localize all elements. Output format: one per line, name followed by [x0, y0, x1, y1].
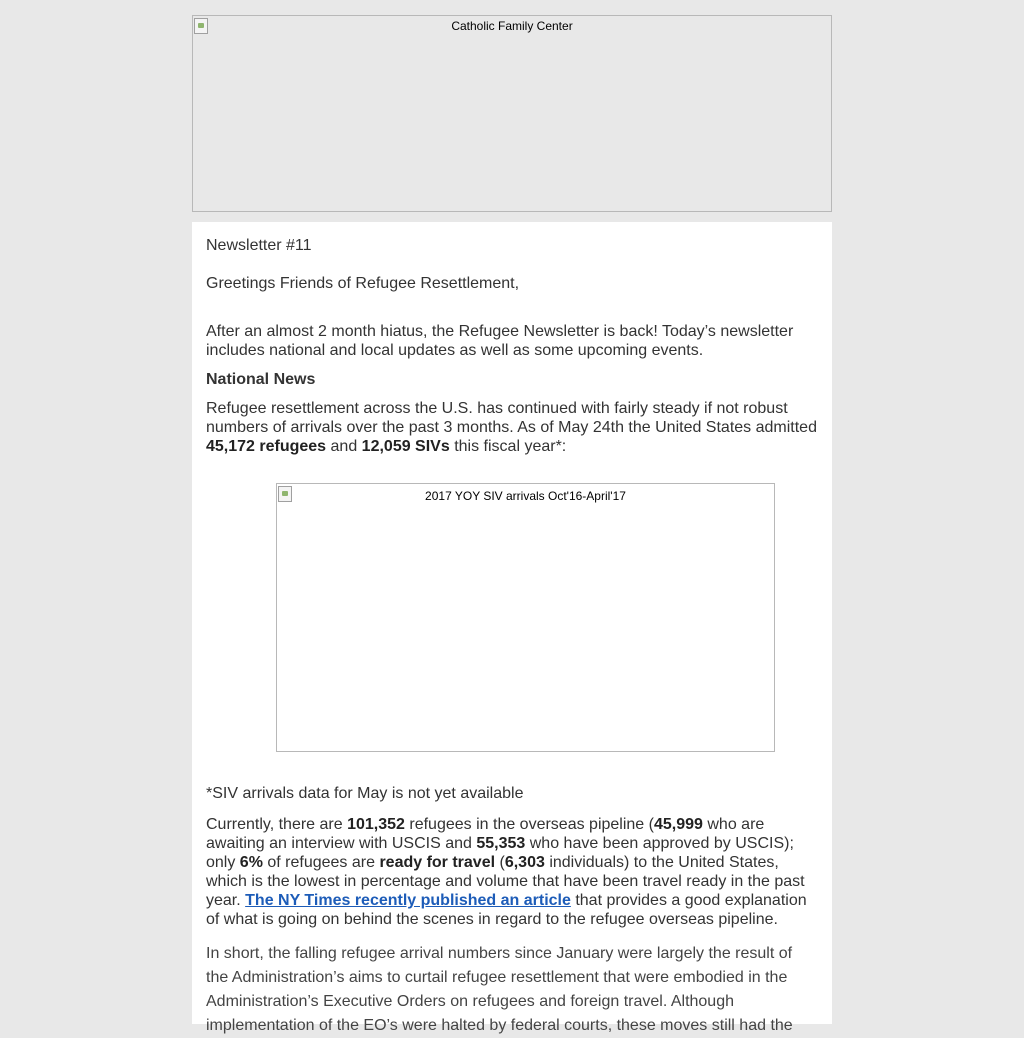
siv-count: 12,059 SIVs — [361, 438, 450, 455]
text: and — [326, 438, 362, 455]
summary-paragraph: In short, the falling refugee arrival numbers since January were largely the result of the Administration’s aims to curtail refugee resettlement that were embodied in the Administration’s Executive Orders on refugees and foreign travel. Although implementation of the EO’s were halted by federal courts, these moves still had the — [206, 945, 793, 1034]
text: who are awaiting an interview with USCIS and — [206, 816, 765, 852]
text: ( — [495, 854, 505, 871]
refugee-count: 45,172 refugees — [206, 438, 327, 455]
footnote: *SIV arrivals data for May is not yet available — [206, 785, 524, 802]
ready-for-travel: ready for travel — [379, 854, 496, 871]
text: Currently, there are — [206, 816, 348, 833]
siv-arrivals-chart-image — [276, 483, 775, 752]
intro-paragraph: After an almost 2 month hiatus, the Refugee Newsletter is back! Today’s newsletter includes national and local updates as well as some upcoming events. — [206, 323, 794, 359]
text: that provides a good explanation of what is going on behind the scenes in regard to the refugee overseas pipeline. — [206, 892, 807, 928]
text: of refugees are — [262, 854, 380, 871]
greeting: Greetings Friends of Refugee Resettlement, — [206, 275, 520, 292]
text: who have been approved by USCIS); only — [206, 835, 794, 871]
text: Refugee resettlement across the U.S. has continued with fairly steady if not robust numbers of arrivals over the past 3 months. As of May 24th the United States admitted — [206, 400, 817, 436]
national-paragraph — [206, 399, 818, 456]
newsletter-content — [192, 222, 832, 1034]
newsletter-number: Newsletter #11 — [206, 237, 312, 254]
pipeline-paragraph — [206, 815, 818, 929]
text: refugees in the overseas pipeline ( — [404, 816, 654, 833]
text: individuals) to the United States, which is the lowest in percentage and volume that have been travel ready in the past year. — [206, 854, 805, 909]
section-heading-national: National News — [206, 371, 316, 388]
nyt-article-link[interactable]: The NY Times recently published an article — [245, 892, 571, 909]
awaiting-interview-count: 45,999 — [653, 816, 703, 833]
travel-ready-percent: 6% — [239, 854, 263, 871]
chart-image-alt: 2017 YOY SIV arrivals Oct'16-April'17 — [425, 489, 626, 503]
travel-ready-count: 6,303 — [504, 854, 545, 871]
approved-count: 55,353 — [476, 835, 526, 852]
header-logo-image — [192, 15, 832, 212]
header-image-alt: Catholic Family Center — [451, 19, 573, 33]
text: this fiscal year*: — [449, 438, 567, 455]
pipeline-total: 101,352 — [347, 816, 405, 833]
